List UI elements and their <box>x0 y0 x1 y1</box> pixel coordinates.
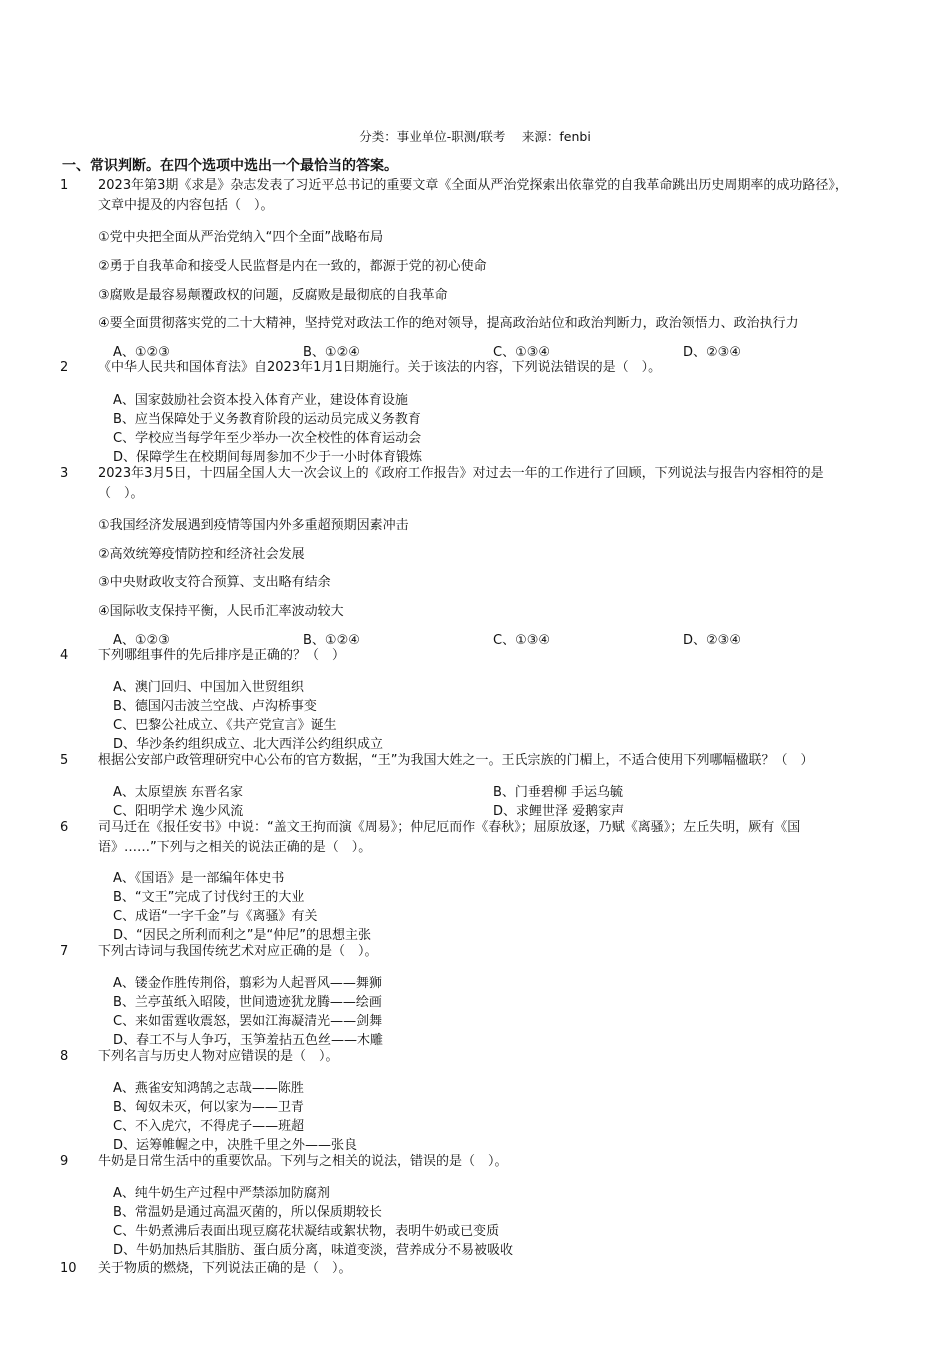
question-number: 3 <box>60 466 69 481</box>
option-a[interactable]: A、镂金作胜传荆俗，翦彩为人起晋风——舞狮 <box>113 976 382 991</box>
statement-item: ②勇于自我革命和接受人民监督是内在一致的，都源于党的初心使命 <box>98 259 487 274</box>
option-b[interactable]: B、常温奶是通过高温灭菌的，所以保质期较长 <box>113 1205 382 1220</box>
option-b[interactable]: B、匈奴未灭，何以家为——卫青 <box>113 1100 304 1115</box>
question-number: 2 <box>60 360 69 375</box>
statement-item: ①党中央把全面从严治党纳入“四个全面”战略布局 <box>98 230 384 245</box>
option-a[interactable]: A、澳门回归、中国加入世贸组织 <box>113 680 304 695</box>
question-number: 4 <box>60 648 69 663</box>
option-c[interactable]: C、成语“一字千金”与《离骚》有关 <box>113 909 318 924</box>
option-a[interactable]: A、纯牛奶生产过程中严禁添加防腐剂 <box>113 1186 330 1201</box>
option-c[interactable]: C、牛奶煮沸后表面出现豆腐花状凝结或絮状物，表明牛奶或已变质 <box>113 1224 500 1239</box>
question-number: 1 <box>60 178 69 193</box>
option-d[interactable]: D、牛奶加热后其脂肪、蛋白质分离，味道变淡，营养成分不易被吸收 <box>113 1243 514 1258</box>
question-number: 5 <box>60 753 69 768</box>
option-b[interactable]: B、德国闪击波兰空战、卢沟桥事变 <box>113 699 317 714</box>
option-a[interactable]: A、国家鼓励社会资本投入体育产业，建设体育设施 <box>113 393 408 408</box>
question-stem: 2023年第3期《求是》杂志发表了习近平总书记的重要文章《全面从严治党探索出依靠党的自我革命跳出历史周期率的成功路径》，文章中提及的内容包括（ ）。 <box>98 178 848 213</box>
statement-item: ③腐败是最容易颠覆政权的问题，反腐败是最彻底的自我革命 <box>98 288 448 303</box>
option-b[interactable]: B、①②④ <box>303 345 360 360</box>
option-b[interactable]: B、“文王”完成了讨伐纣王的大业 <box>113 890 305 905</box>
option-c[interactable]: C、来如雷霆收震怒，罢如江海凝清光——剑舞 <box>113 1014 383 1029</box>
statement-item: ④国际收支保持平衡，人民币汇率波动较大 <box>98 604 344 619</box>
question-number: 7 <box>60 944 69 959</box>
option-b[interactable]: B、应当保障处于义务教育阶段的运动员完成义务教育 <box>113 412 421 427</box>
option-a[interactable]: A、《国语》是一部编年体史书 <box>113 871 285 886</box>
option-c[interactable]: C、①③④ <box>493 345 551 360</box>
option-d[interactable]: D、②③④ <box>683 345 741 360</box>
question-number: 8 <box>60 1049 69 1064</box>
option-c[interactable]: C、阳明学术 逸少风流 <box>113 804 244 819</box>
statement-item: ③中央财政收支符合预算、支出略有结余 <box>98 575 331 590</box>
option-a[interactable]: A、太原望族 东晋名家 <box>113 785 244 800</box>
question-stem: 下列名言与历史人物对应错误的是（ ）。 <box>98 1049 339 1064</box>
question-number: 6 <box>60 820 69 835</box>
option-d[interactable]: D、求鲤世泽 爱鹅家声 <box>493 804 625 819</box>
question-stem: 根据公安部户政管理研究中心公布的官方数据，“王”为我国大姓之一。王氏宗族的门楣上，不适合使用下列哪幅楹联？（ ） <box>98 753 814 768</box>
statement-item: ①我国经济发展遇到疫情等国内外多重超预期因素冲击 <box>98 518 409 533</box>
option-d[interactable]: D、“因民之所利而利之”是“仲尼”的思想主张 <box>113 928 371 943</box>
section-title: 一、常识判断。在四个选项中选出一个最恰当的答案。 <box>62 158 398 174</box>
question-stem: 司马迁在《报任安书》中说：“盖文王拘而演《周易》；仲尼厄而作《春秋》；屈原放逐，乃赋《离骚》；左丘失明，厥有《国语》……”下列与之相关的说法正确的是（ ）。 <box>98 820 801 855</box>
question-stem: 下列哪组事件的先后排序是正确的？（ ） <box>98 648 346 663</box>
option-c[interactable]: C、不入虎穴，不得虎子——班超 <box>113 1119 305 1134</box>
option-b[interactable]: B、门垂碧柳 手运乌毓 <box>493 785 624 800</box>
option-b[interactable]: B、①②④ <box>303 633 360 648</box>
question-stem: 牛奶是日常生活中的重要饮品。下列与之相关的说法，错误的是（ ）。 <box>98 1154 508 1169</box>
question-stem: 《中华人民共和国体育法》自2023年1月1日期施行。关于该法的内容，下列说法错误的是（ ）。 <box>98 360 662 375</box>
option-c[interactable]: C、学校应当每学年至少举办一次全校性的体育运动会 <box>113 431 422 446</box>
option-c[interactable]: C、①③④ <box>493 633 551 648</box>
option-b[interactable]: B、兰亭茧纸入昭陵，世间遗迹犹龙腾——绘画 <box>113 995 382 1010</box>
statement-item: ②高效统筹疫情防控和经济社会发展 <box>98 547 305 562</box>
option-d[interactable]: D、②③④ <box>683 633 741 648</box>
question-stem: 关于物质的燃烧，下列说法正确的是（ ）。 <box>98 1261 352 1276</box>
source-meta: 分类：事业单位-职测/联考 来源：fenbi <box>359 129 591 144</box>
option-a[interactable]: A、①②③ <box>113 345 170 360</box>
option-c[interactable]: C、巴黎公社成立、《共产党宣言》诞生 <box>113 718 337 733</box>
question-number: 9 <box>60 1154 69 1169</box>
question-stem: 2023年3月5日，十四届全国人大一次会议上的《政府工作报告》对过去一年的工作进行了回顾，下列说法与报告内容相符的是（ ）。 <box>98 466 824 501</box>
option-d[interactable]: D、华沙条约组织成立、北大西洋公约组织成立 <box>113 737 384 752</box>
statement-item: ④要全面贯彻落实党的二十大精神，坚持党对政法工作的绝对领导，提高政治站位和政治判断力，政治领悟力、政治执行力 <box>98 316 799 331</box>
question-stem: 下列古诗词与我国传统艺术对应正确的是（ ）。 <box>98 944 378 959</box>
option-d[interactable]: D、春工不与人争巧，玉笋羞拈五色丝——木雕 <box>113 1033 384 1048</box>
option-d[interactable]: D、保障学生在校期间每周参加不少于一小时体育锻炼 <box>113 450 423 465</box>
option-d[interactable]: D、运筹帷幄之中，决胜千里之外——张良 <box>113 1138 358 1153</box>
option-a[interactable]: A、①②③ <box>113 633 170 648</box>
option-a[interactable]: A、燕雀安知鸿鹄之志哉——陈胜 <box>113 1081 304 1096</box>
question-number: 10 <box>60 1261 77 1276</box>
